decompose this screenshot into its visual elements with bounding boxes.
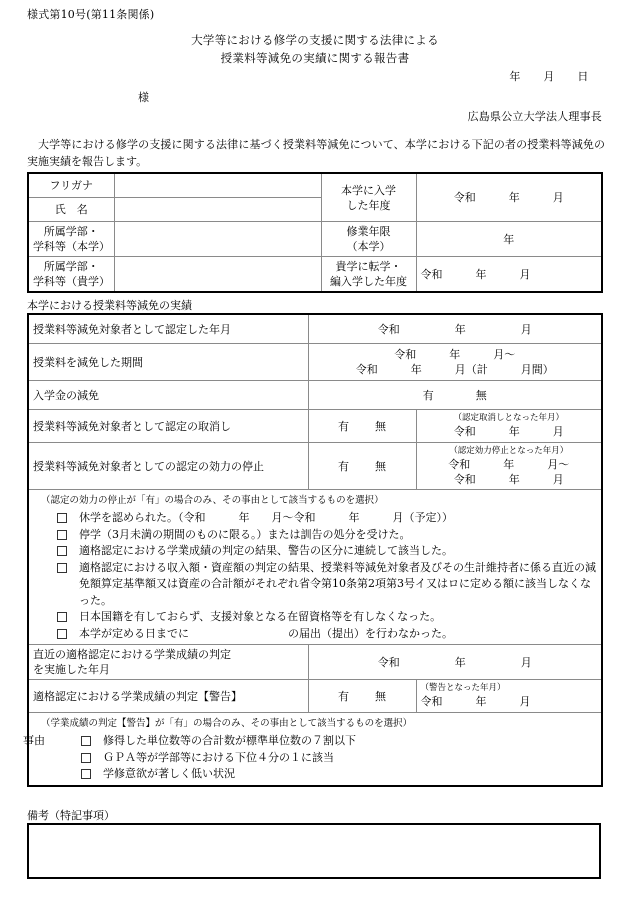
warning-reason-item[interactable] [81, 750, 597, 767]
table-row [28, 680, 602, 713]
reduction-period-line2: 令和 年 月（計 月間） [355, 363, 554, 376]
standard-term-field[interactable]: 年 [416, 222, 602, 257]
table-row [28, 443, 602, 490]
table-row [28, 645, 602, 680]
checkbox-icon[interactable] [81, 753, 91, 763]
form-number: 様式第10号(第11条関係) [27, 8, 155, 21]
enrollment-year-field[interactable]: 令和 年 月 [416, 173, 602, 222]
admission-fee-choice[interactable] [308, 381, 602, 410]
suspension-date-field-2[interactable]: 令和 年 月 [453, 472, 564, 486]
furigana-field[interactable] [114, 173, 321, 198]
intro-paragraph: 大学等における修学の支援に関する法律に基づく授業料等減免について、本学における下記の者の授業料等減免の実施実績を報告します。 [27, 138, 605, 168]
reduction-period-line1: 令和 年 月～ [394, 348, 516, 361]
faculty-other-label-line2: 学科等（貴学） [33, 275, 110, 288]
date-month-label: 月 [543, 70, 555, 83]
suspension-reason-label: 休学を認められた。（令和 年 月～令和 年 月（予定）） [79, 511, 453, 524]
faculty-home-field[interactable] [114, 222, 321, 257]
table-row [28, 222, 602, 257]
suspension-reasons-cell [28, 490, 602, 645]
warning-reasons-heading: （学業成績の判定【警告】が「有」の場合のみ、その事由として該当するものを選択） [41, 718, 413, 729]
suspension-reason-label: 適格認定における収入額・資産額の判定の結果、授業料等減免対象者及びその生計維持者に係る直近の減免額算定基準額又は資産の合計額がそれぞれ省令第10条第2項第3号イ又はロに定める額に該当しなくなった。 [79, 560, 596, 607]
suspension-reasons-heading: （認定の効力の停止が「有」の場合のみ、その事由として該当するものを選択） [41, 495, 384, 506]
table-row [28, 713, 602, 786]
warning-date-cell[interactable] [416, 680, 602, 713]
suspension-yes[interactable]: 有 [338, 459, 349, 473]
warning-reason-item[interactable] [81, 766, 597, 783]
warning-label: 適格認定における学業成績の判定【警告】 [28, 680, 308, 713]
transfer-year-label [321, 257, 416, 293]
faculty-other-field[interactable] [114, 257, 321, 293]
section-caption: 本学における授業料等減免の実績 [27, 299, 192, 312]
suspension-reason-label: 日本国籍を有しておらず、支援対象となる在留資格等を有しなくなった。 [79, 610, 442, 623]
suspension-reason-label: 適格認定における学業成績の判定の結果、警告の区分に連続して該当した。 [79, 544, 453, 557]
table-row [28, 490, 602, 645]
certification-date-label: 授業料等減免対象者として認定した年月 [28, 314, 308, 344]
checkbox-icon[interactable] [57, 530, 67, 540]
latest-evaluation-label-line1: 直近の適格認定における学業成績の判定 [33, 648, 231, 661]
table-row [28, 410, 602, 443]
document-title [0, 31, 630, 67]
table-row [28, 257, 602, 293]
faculty-home-label-line2: 学科等（本学） [33, 240, 110, 253]
checkbox-icon[interactable] [57, 513, 67, 523]
warning-reason-label: 修得した単位数等の合計数が標準単位数の７割以下 [103, 734, 356, 747]
cancellation-choice[interactable] [308, 410, 416, 443]
date-day-label: 日 [577, 70, 589, 83]
transfer-year-label-line1: 貴学に転学・ [335, 260, 402, 273]
admission-fee-label: 入学金の減免 [28, 381, 308, 410]
cancellation-date-field[interactable]: 令和 年 月 [453, 425, 564, 438]
reduction-record-table [23, 313, 603, 787]
name-field[interactable] [114, 198, 321, 222]
furigana-label: フリガナ [28, 173, 114, 198]
cancellation-yes[interactable]: 有 [338, 419, 349, 433]
table-row [28, 381, 602, 410]
table-row [28, 344, 602, 381]
warning-reason-label: ＧＰＡ等が学部等における下位４分の１に該当 [103, 750, 334, 764]
warning-choice[interactable] [308, 680, 416, 713]
suspension-date-cell[interactable] [416, 443, 602, 490]
warning-date-field[interactable]: 令和 年 月 [420, 695, 531, 708]
standard-term-label [321, 222, 416, 257]
transfer-year-label-line2: 編入学した年度 [330, 275, 407, 288]
suspension-choice[interactable] [308, 443, 416, 490]
suspension-reason-label: 停学（3月未満の期間のものに限る。）または訓告の処分を受けた。 [79, 527, 411, 541]
table-row [28, 314, 602, 344]
remarks-field[interactable] [27, 823, 601, 879]
checkbox-icon[interactable] [81, 736, 91, 746]
suspension-reason-item[interactable] [57, 609, 597, 626]
enrollment-year-label-line2: した年度 [346, 198, 391, 212]
cancellation-date-cell[interactable] [416, 410, 602, 443]
enrollment-year-label-line1: 本学に入学 [341, 183, 396, 197]
date-year-label: 年 [509, 70, 521, 83]
latest-evaluation-field[interactable]: 令和 年 月 [308, 645, 602, 680]
checkbox-icon[interactable] [57, 629, 67, 639]
remarks-caption: 備考（特記事項） [27, 809, 115, 822]
admission-fee-no[interactable]: 無 [475, 388, 487, 402]
cancellation-no[interactable]: 無 [375, 419, 386, 433]
enrollment-year-label [321, 173, 416, 222]
checkbox-icon[interactable] [57, 546, 67, 556]
issuer-name: 広島県公立大学法人理事長 [467, 110, 602, 123]
cancellation-date-note: （認定取消しとなった年月） [453, 413, 564, 423]
latest-evaluation-label [28, 645, 308, 680]
standard-term-label-line2: （本学） [346, 240, 391, 253]
warning-reason-group-label: 事由 [23, 734, 45, 747]
suspension-reason-item[interactable] [57, 510, 597, 527]
name-label: 氏 名 [28, 198, 114, 222]
warning-yes[interactable]: 有 [338, 689, 349, 703]
faculty-other-label-line1: 所属学部・ [43, 260, 99, 273]
admission-fee-yes[interactable]: 有 [422, 388, 434, 402]
table-row [28, 173, 602, 198]
suspension-date-note: （認定効力停止となった年月） [449, 445, 569, 456]
suspension-reason-item[interactable] [57, 543, 597, 560]
addressee-suffix: 様 [138, 91, 149, 104]
applicant-info-table [27, 172, 603, 293]
suspension-reason-label: 本学が定める日までに の届出（提出）を行わなかった。 [79, 626, 453, 640]
reduction-period-label: 授業料を減免した期間 [28, 344, 308, 381]
suspension-no[interactable]: 無 [375, 459, 386, 473]
faculty-home-label-line1: 所属学部・ [43, 225, 99, 238]
suspension-reason-item[interactable] [57, 560, 597, 610]
reduction-period-field[interactable] [308, 344, 602, 381]
suspension-reason-item[interactable] [57, 626, 597, 643]
certification-date-field[interactable]: 令和 年 月 [308, 314, 602, 344]
title-line-1: 大学等における修学の支援に関する法律による [191, 33, 439, 47]
transfer-year-field[interactable]: 令和 年 月 [416, 257, 602, 293]
checkbox-icon[interactable] [57, 612, 67, 622]
warning-reason-item[interactable] [23, 733, 597, 750]
suspension-date-field-1[interactable]: 令和 年 月～ [448, 457, 570, 471]
suspension-reason-item[interactable] [57, 527, 597, 544]
checkbox-icon[interactable] [57, 563, 67, 573]
warning-no[interactable]: 無 [375, 689, 386, 703]
checkbox-icon[interactable] [81, 769, 91, 779]
latest-evaluation-label-line2: を実施した年月 [33, 663, 110, 676]
faculty-home-label [28, 222, 114, 257]
warning-reason-label: 学修意欲が著しく低い状況 [103, 767, 235, 780]
warning-reasons-cell [23, 713, 602, 786]
submission-date [498, 68, 600, 84]
warning-date-note: （警告となった年月） [420, 683, 506, 693]
title-line-2: 授業料等減免の実績に関する報告書 [220, 51, 410, 65]
cancellation-label: 授業料等減免対象者として認定の取消し [28, 410, 308, 443]
standard-term-label-line1: 修業年限 [346, 225, 391, 238]
suspension-label: 授業料等減免対象者としての認定の効力の停止 [28, 443, 308, 490]
faculty-other-label [28, 257, 114, 293]
